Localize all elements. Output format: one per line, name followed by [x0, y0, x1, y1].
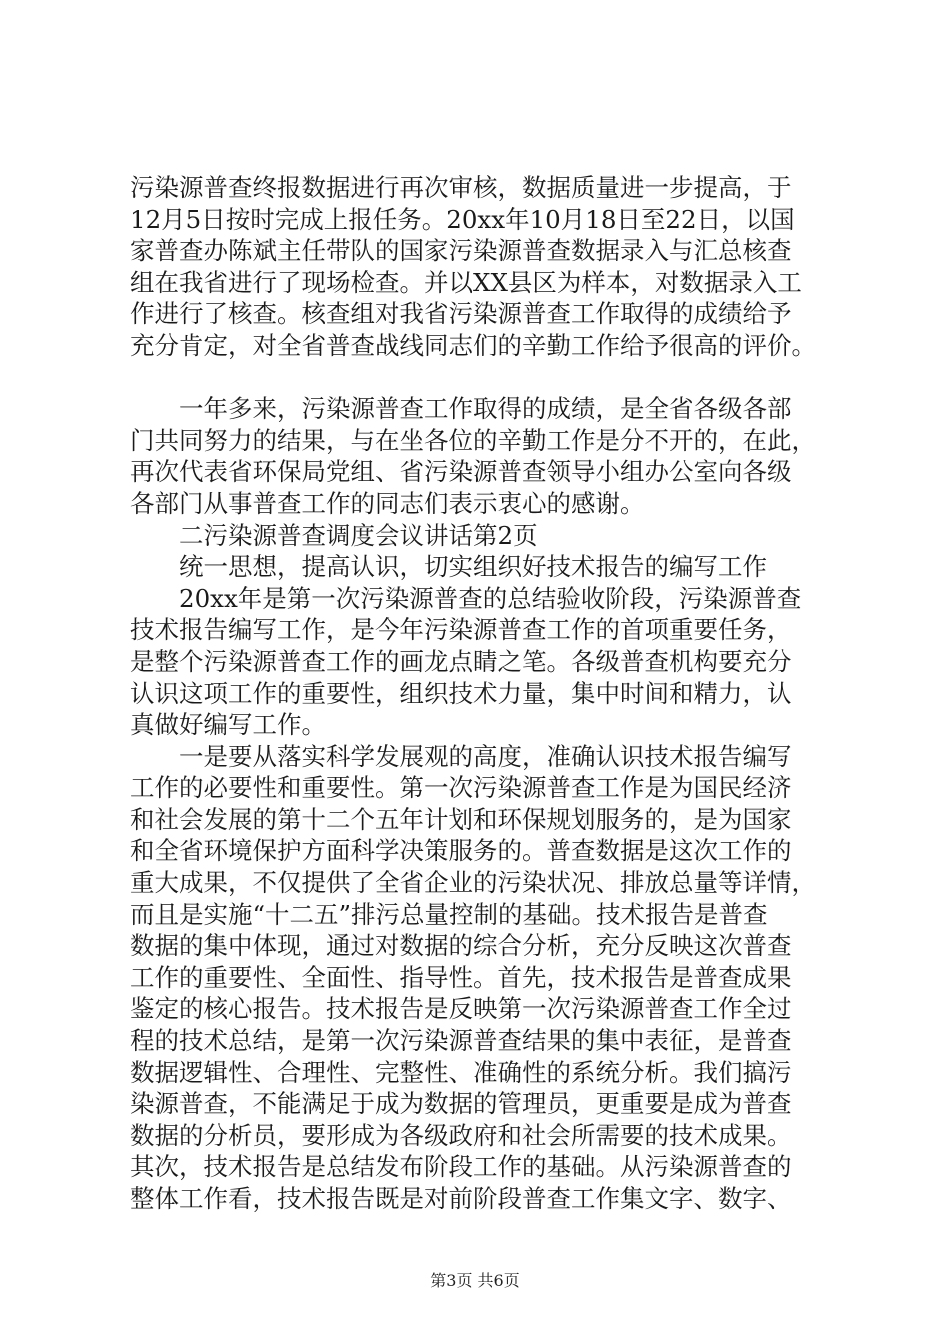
text-line: 和社会发展的第十二个五年计划和环保规划服务的，是为国家: [130, 804, 792, 834]
text-line: 一是要从落实科学发展观的高度，准确认识技术报告编写: [130, 741, 792, 771]
text-line: 家普查办陈斌主任带队的国家污染源普查数据录入与汇总核查: [130, 236, 792, 266]
page-footer: 第3页 共6页: [430, 1271, 520, 1290]
text-line: 作进行了核查。核查组对我省污染源普查工作取得的成绩给予: [130, 299, 792, 329]
text-line: 12月5日按时完成上报任务。20xx年10月18日至22日，以国: [130, 204, 795, 234]
text-line: 工作的必要性和重要性。第一次污染源普查工作是为国民经济: [130, 773, 792, 803]
text-line: 重大成果，不仅提供了全省企业的污染状况、排放总量等详情，: [130, 868, 816, 898]
paragraph-gap: [130, 362, 840, 394]
text-line: 统一思想，提高认识，切实组织好技术报告的编写工作: [130, 552, 767, 582]
text-line: 和全省环境保护方面科学决策服务的。普查数据是这次工作的: [130, 836, 792, 866]
text-line: 真做好编写工作。: [130, 710, 326, 740]
text-line: 门共同努力的结果，与在坐各位的辛勤工作是分不开的，在此，: [130, 425, 816, 455]
body-text: [130, 172, 840, 1215]
text-line: 组在我省进行了现场检查。并以XX县区为样本，对数据录入工: [130, 267, 802, 297]
text-line: 程的技术总结，是第一次污染源普查结果的集中表征，是普查: [130, 1026, 792, 1056]
text-line: 其次，技术报告是总结发布阶段工作的基础。从污染源普查的: [130, 1152, 792, 1182]
text-line: 是整个污染源普查工作的画龙点睛之笔。各级普查机构要充分: [130, 646, 792, 676]
text-line: 技术报告编写工作，是今年污染源普查工作的首项重要任务，: [130, 615, 792, 645]
text-line: 再次代表省环保局党组、省污染源普查领导小组办公室向各级: [130, 457, 792, 487]
text-line: 整体工作看，技术报告既是对前阶段普查工作集文字、数字、: [130, 1184, 792, 1213]
text-line: 鉴定的核心报告。技术报告是反映第一次污染源普查工作全过: [130, 994, 792, 1024]
text-line: 而且是实施“十二五”排污总量控制的基础。技术报告是普查: [130, 899, 768, 929]
text-line: 一年多来，污染源普查工作取得的成绩，是全省各级各部: [130, 394, 792, 424]
text-line: 数据的分析员，要形成为各级政府和社会所需要的技术成果。: [130, 1120, 792, 1150]
text-line: 染源普查，不能满足于成为数据的管理员，更重要是成为普查: [130, 1089, 792, 1119]
text-line: 工作的重要性、全面性、指导性。首先，技术报告是普查成果: [130, 962, 792, 992]
text-line: 数据逻辑性、合理性、完整性、准确性的系统分析。我们搞污: [130, 1057, 792, 1087]
text-line: 污染源普查终报数据进行再次审核，数据质量进一步提高，于: [130, 173, 792, 202]
text-line: 20xx年是第一次污染源普查的总结验收阶段，污染源普查: [130, 583, 802, 613]
text-line: 充分肯定，对全省普查战线同志们的辛勤工作给予很高的评价。: [130, 330, 816, 360]
section-heading: 二污染源普查调度会议讲话第2页: [130, 520, 538, 550]
text-line: 各部门从事普查工作的同志们表示衷心的感谢。: [130, 488, 645, 518]
text-line: 认识这项工作的重要性，组织技术力量，集中时间和精力，认: [130, 678, 792, 708]
text-line: 数据的集中体现，通过对数据的综合分析，充分反映这次普查: [130, 931, 792, 961]
